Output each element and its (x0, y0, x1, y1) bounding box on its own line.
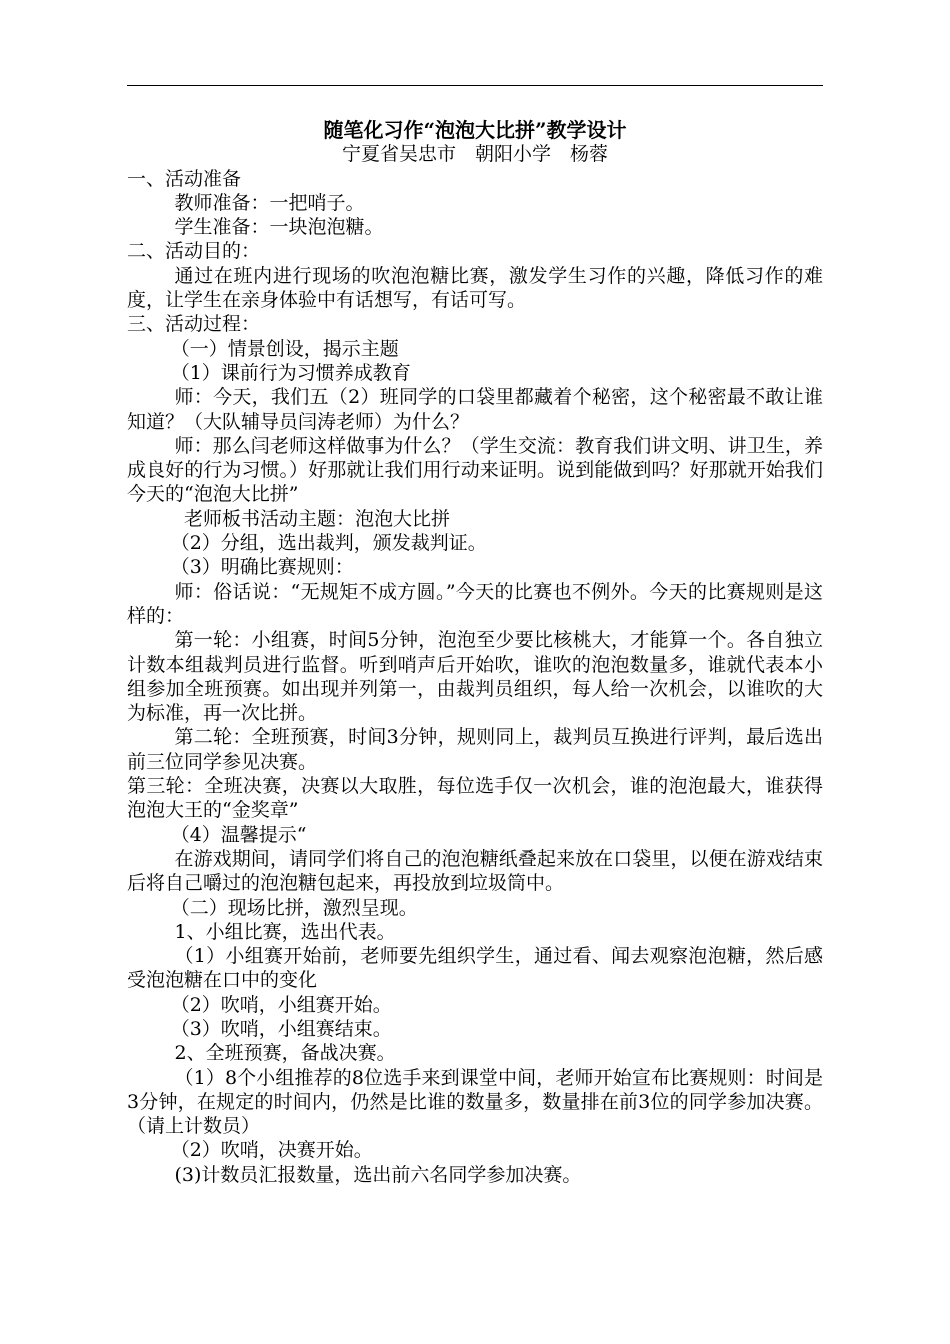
paragraph: 师：俗话说：“无规矩不成方圆。”今天的比赛也不例外。今天的比赛规则是这样的： (127, 580, 823, 627)
paragraph: 第一轮：小组赛，时间5分钟，泡泡至少要比核桃大，才能算一个。各自独立计数本组裁判员进行监督。听到哨声后开始吹，谁吹的泡泡数量多，谁就代表本小组参加全班预赛。如出现并列第一，由裁判员组织，每人给一次机会，以谁吹的大为标准，再一次比拼。 (127, 629, 823, 725)
document-body (127, 118, 823, 1187)
paragraph: （3）吹哨，小组赛结束。 (170, 1017, 392, 1040)
paragraph: （二）现场比拼，激烈呈现。 (170, 896, 418, 919)
document-title: 随笔化习作“泡泡大比拼”教学设计 (323, 118, 627, 142)
paragraph: 第三轮：全班决赛，决赛以大取胜，每位选手仅一次机会，谁的泡泡最大，谁获得泡泡大王的“金奖章” (127, 775, 823, 822)
author-line: 宁夏省吴忠市 朝阳小学 杨蓉 (341, 143, 608, 166)
paragraph: （一）情景创设，揭示主题 (170, 337, 399, 360)
paragraph: 在游戏期间，请同学们将自己的泡泡糖纸叠起来放在口袋里，以便在游戏结束后将自己嚼过的泡泡糖包起来，再投放到垃圾筒中。 (127, 847, 823, 895)
paragraph: 师：那么闫老师这样做事为什么？（学生交流：教育我们讲文明、讲卫生，养成良好的行为习惯。）好那就让我们用行动来证明。说到能做到吗？好那就开始我们今天的“泡泡大比拼” (127, 434, 823, 506)
paragraph: 学生准备：一块泡泡糖。 (174, 216, 384, 239)
paragraph: 通过在班内进行现场的吹泡泡糖比赛，激发学生习作的兴趣，降低习作的难度，让学生在亲身体验中有话想写，有话可写。 (127, 264, 823, 312)
document-paragraphs (127, 167, 823, 1187)
paragraph: 三、活动过程： (127, 313, 261, 336)
paragraph: （2）吹哨，小组赛开始。 (170, 993, 392, 1016)
paragraph: （1）8个小组推荐的8位选手来到课堂中间，老师开始宣布比赛规则：时间是3分钟，在规定的时间内，仍然是比谁的数量多，数量排在前3位的同学参加决赛。（请上计数员） (127, 1066, 823, 1138)
paragraph: 1、小组比赛，选出代表。 (174, 920, 396, 943)
paragraph: （1）课前行为习惯养成教育 (170, 361, 411, 384)
paragraph: 师：今天，我们五（2）班同学的口袋里都藏着个秘密，这个秘密最不敢让谁知道？（大队辅导员闫涛老师）为什么？ (127, 386, 823, 433)
paragraph: 教师准备：一把哨子。 (174, 191, 365, 214)
paragraph: （3）明确比赛规则： (170, 556, 354, 579)
paragraph: 一、活动准备 (127, 167, 242, 190)
paragraph: （1）小组赛开始前，老师要先组织学生，通过看、闻去观察泡泡糖，然后感受泡泡糖在口中的变化 (127, 945, 823, 992)
header-rule (127, 85, 823, 86)
paragraph: （2）吹哨，决赛开始。 (170, 1139, 373, 1162)
paragraph: 2、全班预赛，备战决赛。 (174, 1042, 396, 1065)
paragraph: 第二轮：全班预赛，时间3分钟，规则同上，裁判员互换进行评判，最后选出前三位同学参见决赛。 (127, 726, 823, 773)
paragraph: （2）分组，选出裁判，颁发裁判证。 (170, 532, 487, 555)
paragraph: 老师板书活动主题：泡泡大比拼 (184, 507, 451, 530)
paragraph: (3)计数员汇报数量，选出前六名同学参加决赛。 (174, 1163, 582, 1186)
paragraph: （4）温馨提示“ (170, 823, 307, 846)
paragraph: 二、活动目的： (127, 240, 261, 263)
